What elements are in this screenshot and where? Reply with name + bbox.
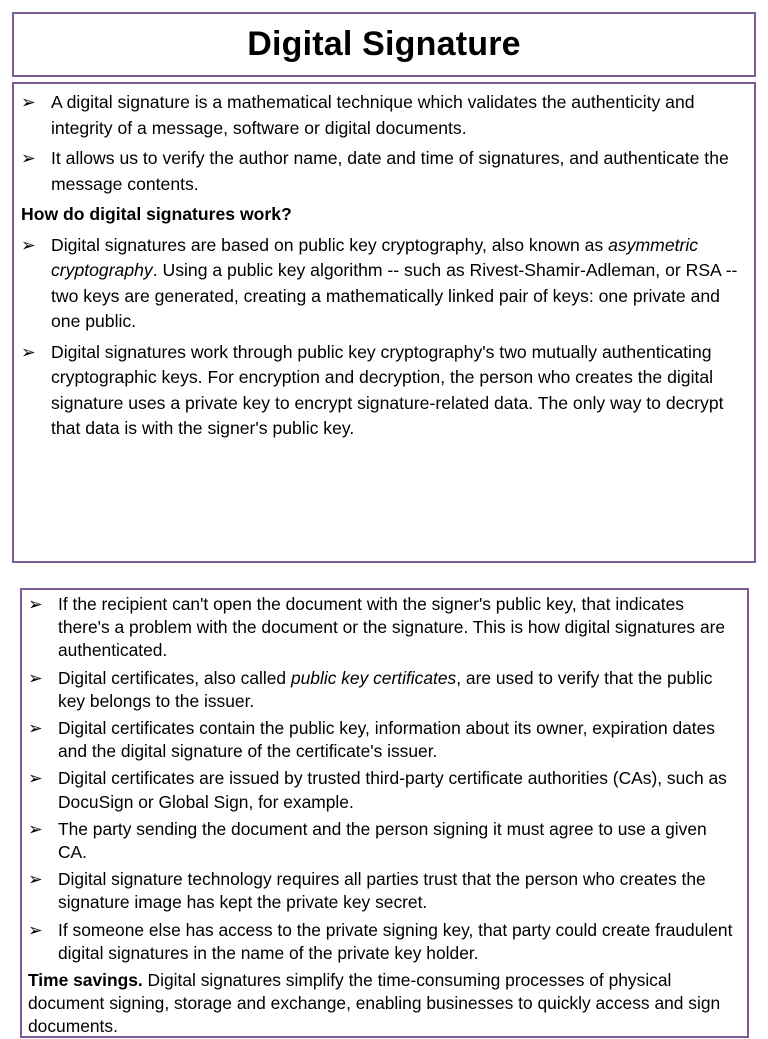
list-item [21, 340, 740, 442]
list-item [28, 667, 733, 713]
closing-paragraph [28, 969, 733, 1039]
bullet-text-italic: asymmetric cryptography [51, 234, 699, 280]
list-item [28, 868, 733, 914]
bullet-text: Digital certificates are issued by trusted third-party certificate authorities (CAs), such as DocuSign or Global Sign, for example. [58, 768, 727, 812]
bullet-text: Digital certificates contain the public key, information about its owner, expiration dates and the digital signature of the certificate's issuer. [58, 718, 716, 762]
arrow-bullet-icon: ➢ [21, 341, 36, 362]
slide2-content-box [20, 588, 749, 1038]
slide2-bullet-list [28, 593, 733, 965]
closing-bold-lead: Time savings. [28, 970, 143, 991]
list-item [21, 90, 740, 141]
list-item [28, 818, 733, 864]
bullet-text-post: . Using a public key algorithm -- such as Rivest-Shamir-Adleman, or RSA -- two keys are generated, creating a mathematically linked pair of keys: one private and one public. [51, 260, 738, 331]
list-item [28, 717, 733, 763]
bullet-text-post: , are used to verify that the public key belongs to the issuer. [58, 667, 713, 711]
bullet-text-pre: Digital signatures are based on public key cryptography, also known as [51, 234, 609, 255]
bullet-text-italic: public key certificates [290, 667, 457, 688]
slide1-bullet-list-2 [21, 233, 740, 442]
section-heading: How do digital signatures work? [21, 204, 292, 224]
bullet-text: Digital signatures work through public key cryptography's two mutually authenticating cryptographic keys. For encryption and decryption, the person who creates the digital signature uses a private key to encrypt signature-related data. The only way to decrypt that data is with the signer's public key. [51, 341, 724, 438]
arrow-bullet-icon: ➢ [28, 919, 43, 940]
list-item [28, 767, 733, 813]
bullet-text: The party sending the document and the person signing it must agree to use a given CA. [58, 818, 707, 863]
arrow-bullet-icon: ➢ [28, 869, 43, 890]
arrow-bullet-icon: ➢ [28, 768, 43, 789]
list-item [21, 146, 740, 197]
bullet-text: If the recipient can't open the document with the signer's public key, that indicates there's a problem with the document or the signature. This is how digital signatures are authenticated. [58, 594, 726, 661]
list-item [28, 593, 733, 663]
slide1-bullet-list [21, 90, 740, 197]
bullet-text-pre: Digital certificates, also called [58, 667, 291, 688]
bullet-text: It allows us to verify the author name, date and time of signatures, and authenticate the message contents. [51, 148, 729, 194]
list-item [21, 233, 740, 335]
title-box [12, 12, 756, 77]
list-item [28, 919, 733, 965]
arrow-bullet-icon: ➢ [28, 594, 43, 614]
bullet-text: A digital signature is a mathematical technique which validates the authenticity and integrity of a message, software or digital documents. [51, 92, 695, 138]
arrow-bullet-icon: ➢ [28, 667, 43, 688]
page-title: Digital Signature [247, 25, 521, 63]
bullet-text: If someone else has access to the private signing key, that party could create fraudulent digital signatures in the name of the private key holder. [58, 919, 733, 963]
slide1-content-box [12, 82, 756, 563]
arrow-bullet-icon: ➢ [21, 92, 36, 112]
arrow-bullet-icon: ➢ [21, 148, 36, 168]
arrow-bullet-icon: ➢ [28, 718, 43, 739]
arrow-bullet-icon: ➢ [28, 818, 43, 839]
bullet-text: Digital signature technology requires all parties trust that the person who creates the signature image has kept the private key secret. [58, 869, 706, 913]
closing-text: Digital signatures simplify the time-consuming processes of physical document signing, storage and exchange, enabling businesses to quickly access and sign documents. [28, 970, 721, 1037]
arrow-bullet-icon: ➢ [21, 234, 36, 255]
